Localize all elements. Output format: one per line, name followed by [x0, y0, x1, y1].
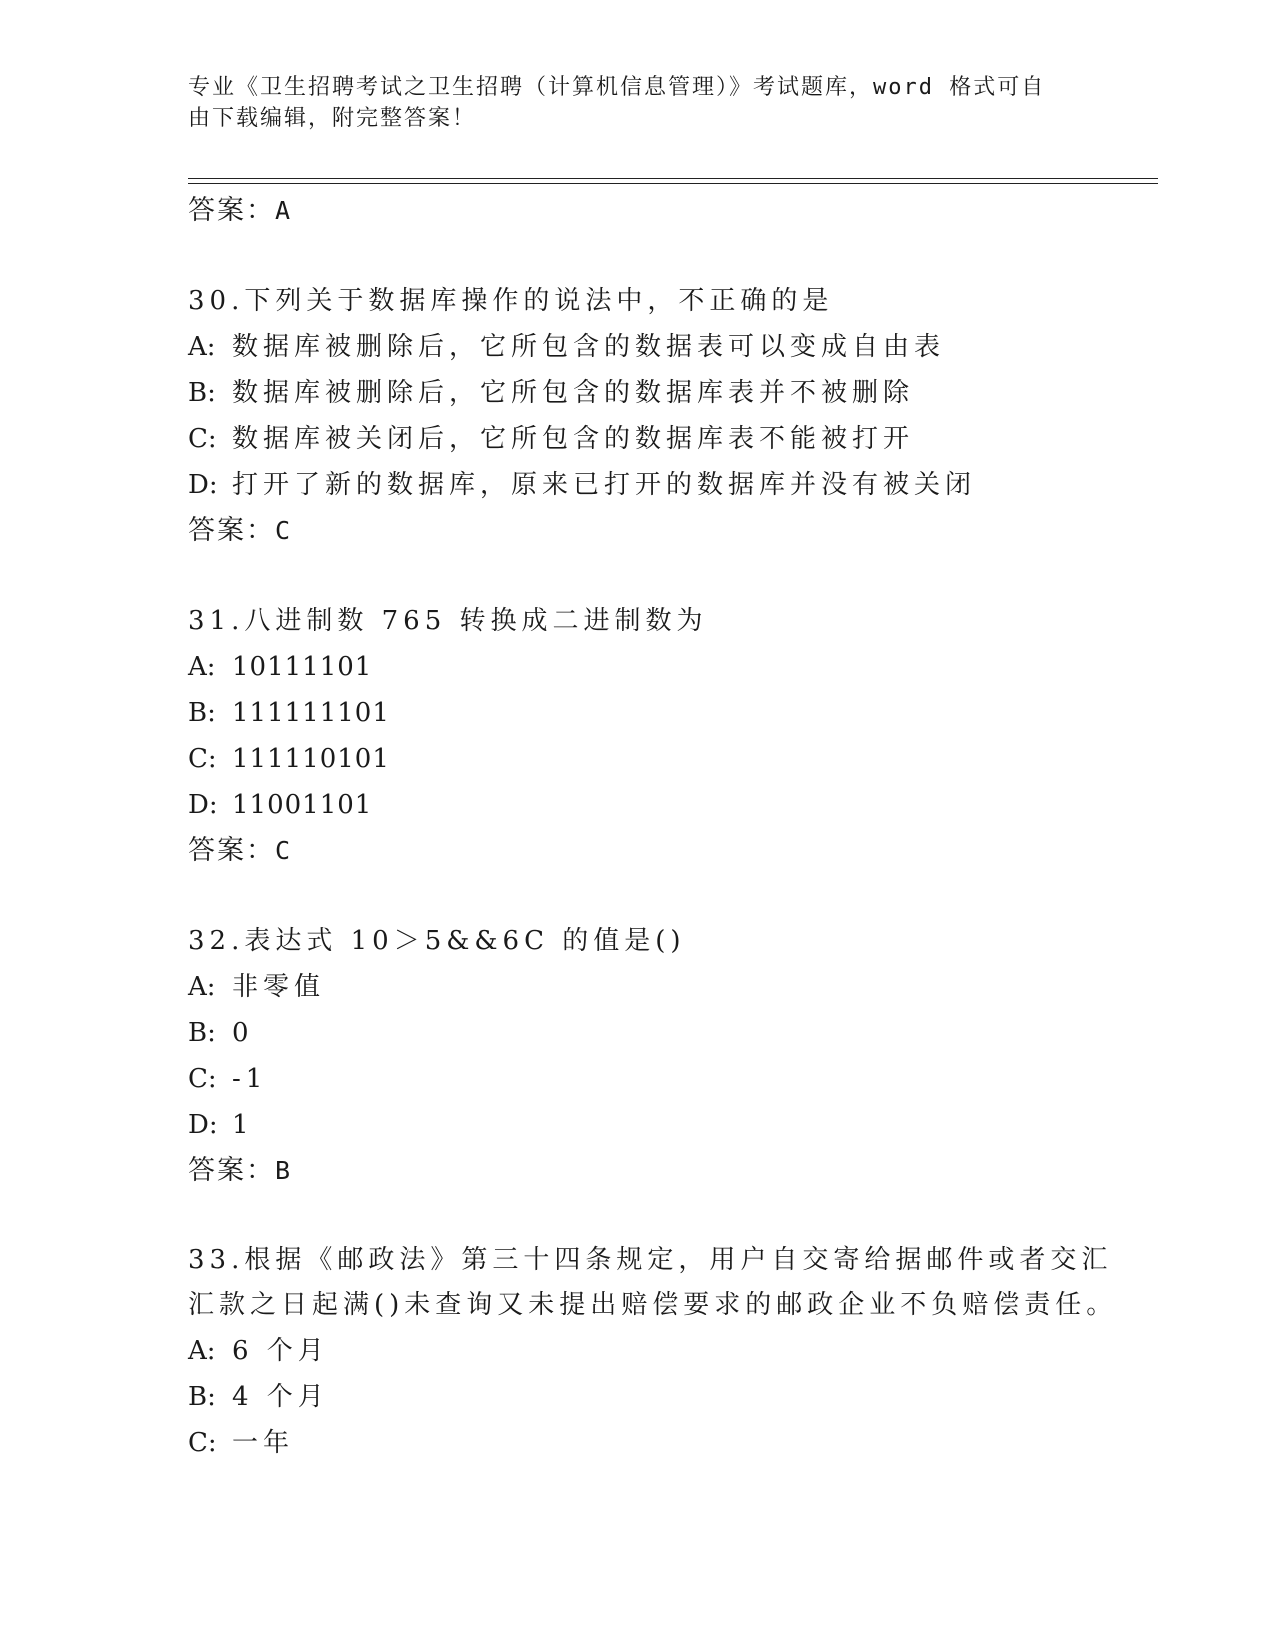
option-key: B:	[188, 1018, 216, 1048]
header-rule-top	[188, 178, 1158, 179]
question-stem	[188, 918, 1128, 964]
option-item	[188, 1374, 1128, 1420]
header-rule-bottom	[188, 183, 1158, 184]
answer-line	[188, 1148, 1128, 1194]
question-block	[188, 598, 1128, 874]
option-key: C:	[188, 1428, 217, 1458]
option-text: 111111101	[232, 698, 390, 728]
option-text: 11001101	[232, 790, 373, 820]
answer-label: 答案：	[188, 835, 275, 866]
option-text: 数据库被关闭后，它所包含的数据库表不能被打开	[232, 424, 915, 454]
question-stem	[188, 278, 1128, 324]
option-key: A:	[188, 332, 216, 362]
question-block	[188, 1238, 1128, 1466]
option-item	[188, 370, 1128, 416]
answer-line	[188, 188, 1128, 234]
option-item	[188, 736, 1128, 782]
option-key: A:	[188, 652, 216, 682]
question-number: 33.	[188, 1245, 245, 1275]
option-text: 非零值	[232, 972, 326, 1002]
option-item	[188, 462, 1128, 508]
option-text: 0	[232, 1018, 254, 1048]
option-text: 10111101	[232, 652, 373, 682]
answer-line	[188, 828, 1128, 874]
question-text: 八进制数 765 转换成二进制数为	[244, 606, 708, 636]
question-text: 根据《邮政法》第三十四条规定，用户自交寄给据邮件或者交汇汇款之日起满()未查询又未提出赔偿要求的邮政企业不负赔偿责任。	[188, 1245, 1118, 1320]
option-text: 1	[232, 1110, 254, 1140]
option-item	[188, 1056, 1128, 1102]
option-text: 数据库被删除后，它所包含的数据表可以变成自由表	[232, 332, 946, 362]
answer-value: C	[275, 836, 293, 865]
option-key: C:	[188, 1064, 217, 1094]
option-text: 6 个月	[232, 1336, 329, 1366]
option-item	[188, 782, 1128, 828]
option-key: D:	[188, 1110, 218, 1140]
option-key: B:	[188, 1382, 216, 1412]
option-text: 111110101	[232, 744, 390, 774]
question-number: 30.	[188, 286, 245, 316]
option-item	[188, 1010, 1128, 1056]
answer-line	[188, 508, 1128, 554]
answer-label: 答案：	[188, 195, 275, 226]
option-item	[188, 1102, 1128, 1148]
answer-label: 答案：	[188, 515, 275, 546]
option-item	[188, 690, 1128, 736]
document-header: 专业《卫生招聘考试之卫生招聘（计算机信息管理）》考试题库，word 格式可自由下载编辑，附完整答案！	[188, 75, 1046, 131]
answer-value: B	[275, 1156, 293, 1185]
option-text: 4 个月	[232, 1382, 329, 1412]
option-item	[188, 644, 1128, 690]
answer-label: 答案：	[188, 1155, 275, 1186]
option-item	[188, 416, 1128, 462]
option-text: 一年	[232, 1428, 295, 1458]
option-key: D:	[188, 790, 218, 820]
option-key: B:	[188, 698, 216, 728]
question-number: 31.	[188, 606, 245, 636]
option-item	[188, 1420, 1128, 1466]
option-text: 数据库被删除后，它所包含的数据库表并不被删除	[232, 378, 915, 408]
question-text: 表达式 10＞5&&6C 的值是()	[244, 926, 686, 956]
question-block	[188, 278, 1128, 554]
option-key: A:	[188, 1336, 216, 1366]
option-text: -1	[232, 1064, 268, 1094]
option-item	[188, 1328, 1128, 1374]
answer-value: A	[275, 196, 293, 225]
option-key: C:	[188, 424, 217, 454]
question-block	[188, 918, 1128, 1194]
question-stem	[188, 1238, 1128, 1328]
option-key: D:	[188, 470, 218, 500]
question-number: 32.	[188, 926, 245, 956]
option-key: A:	[188, 972, 216, 1002]
option-item	[188, 324, 1128, 370]
option-key: C:	[188, 744, 217, 774]
question-stem	[188, 598, 1128, 644]
option-item	[188, 964, 1128, 1010]
question-text: 下列关于数据库操作的说法中，不正确的是	[244, 286, 834, 316]
option-key: B:	[188, 378, 216, 408]
question-list	[188, 188, 1128, 1466]
option-text: 打开了新的数据库，原来已打开的数据库并没有被关闭	[232, 470, 977, 500]
answer-value: C	[275, 516, 293, 545]
